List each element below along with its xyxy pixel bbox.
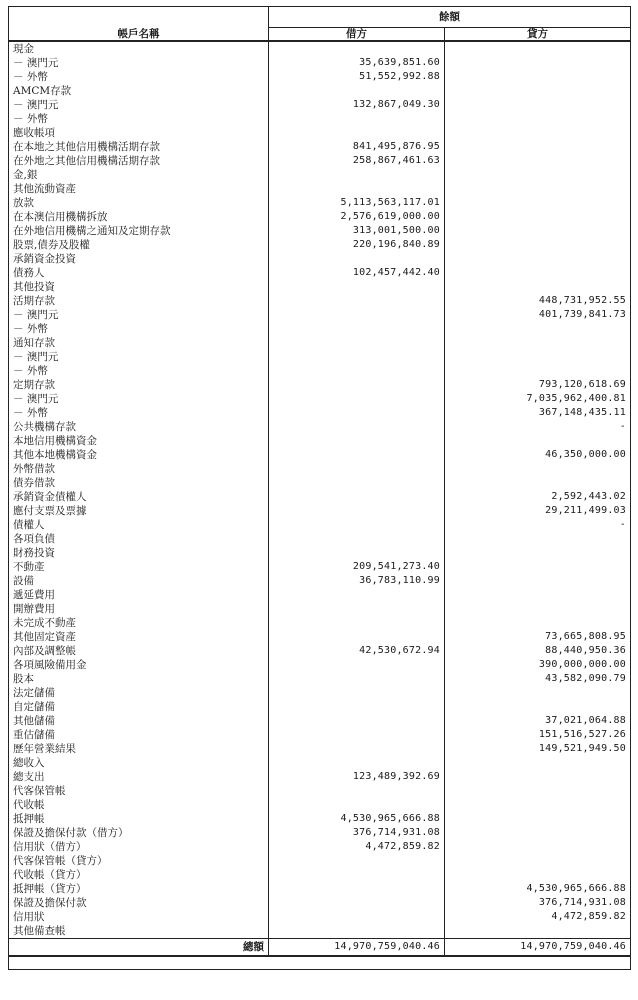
account-name-cell: 在外地之其他信用機構活期存款	[13, 155, 160, 167]
credit-cell	[445, 350, 631, 364]
account-name-cell: 公共機構存款	[13, 421, 76, 433]
account-name-cell: 債權人	[13, 519, 45, 531]
table-row	[9, 644, 631, 658]
credit-cell: 29,211,499.03	[445, 504, 631, 518]
credit-cell: 4,530,965,666.88	[445, 882, 631, 896]
credit-cell: -	[445, 420, 631, 434]
table-row	[9, 378, 631, 392]
credit-cell	[445, 840, 631, 854]
table-row	[9, 308, 631, 322]
debit-cell: 4,472,859.82	[269, 840, 445, 854]
credit-cell	[445, 770, 631, 784]
debit-cell	[269, 252, 445, 266]
debit-cell: 36,783,110.99	[269, 574, 445, 588]
account-name-cell: 其他備查帳	[13, 925, 66, 937]
table-row	[9, 784, 631, 798]
credit-cell	[445, 252, 631, 266]
account-name-cell: 遞延費用	[13, 589, 55, 601]
table-row	[9, 854, 631, 868]
debit-cell	[269, 602, 445, 616]
table-row	[9, 532, 631, 546]
credit-cell	[445, 784, 631, 798]
account-name-cell: 在本澳信用機構拆放	[13, 211, 108, 223]
footer-row	[9, 956, 631, 970]
credit-cell	[445, 574, 631, 588]
debit-cell	[269, 784, 445, 798]
debit-cell: 4,530,965,666.88	[269, 812, 445, 826]
table-row	[9, 84, 631, 98]
table-row	[9, 182, 631, 196]
account-name-cell: 其他投資	[13, 281, 55, 293]
credit-cell	[445, 924, 631, 939]
credit-cell	[445, 602, 631, 616]
debit-cell	[269, 308, 445, 322]
table-row	[9, 630, 631, 644]
debit-cell: 220,196,840.89	[269, 238, 445, 252]
total-credit: 14,970,759,040.46	[445, 939, 631, 957]
trial-balance-sheet	[8, 6, 630, 990]
account-name-cell: 股票,債券及股權	[13, 239, 90, 251]
credit-cell	[445, 364, 631, 378]
debit-cell	[269, 41, 445, 56]
table-row	[9, 798, 631, 812]
credit-cell	[445, 532, 631, 546]
account-name-cell: 現金	[13, 43, 34, 55]
debit-cell: 35,639,851.60	[269, 56, 445, 70]
table-row	[9, 714, 631, 728]
account-name-cell: 開辦費用	[13, 603, 55, 615]
table-row	[9, 56, 631, 70]
credit-cell	[445, 616, 631, 630]
account-name-cell: 代收帳（貸方）	[13, 869, 87, 881]
table-row	[9, 910, 631, 924]
credit-cell: 2,592,443.02	[445, 490, 631, 504]
credit-cell	[445, 812, 631, 826]
debit-cell: 5,113,563,117.01	[269, 196, 445, 210]
credit-cell	[445, 280, 631, 294]
credit-header: 貸方	[445, 28, 631, 42]
credit-cell: 43,582,090.79	[445, 672, 631, 686]
credit-cell	[445, 322, 631, 336]
account-name-cell: 債券借款	[13, 477, 55, 489]
debit-cell: 2,576,619,000.00	[269, 210, 445, 224]
credit-cell: 448,731,952.55	[445, 294, 631, 308]
credit-cell	[445, 798, 631, 812]
credit-cell	[445, 112, 631, 126]
debit-cell	[269, 462, 445, 476]
account-name-cell: 重估儲備	[13, 729, 55, 741]
debit-cell	[269, 336, 445, 350]
account-name-cell: 內部及調整帳	[13, 645, 76, 657]
debit-cell: 132,867,049.30	[269, 98, 445, 112]
account-name-cell: 財務投資	[13, 547, 55, 559]
account-name-cell: 放款	[13, 197, 34, 209]
credit-cell	[445, 140, 631, 154]
table-row	[9, 280, 631, 294]
account-name-cell: AMCM存款	[13, 85, 72, 97]
account-name-cell: 不動產	[13, 561, 45, 573]
credit-cell	[445, 70, 631, 84]
debit-cell	[269, 798, 445, 812]
account-name-cell: 抵押帳（貸方）	[13, 883, 87, 895]
header-row-columns	[9, 28, 631, 42]
debit-cell: 102,457,442.40	[269, 266, 445, 280]
debit-cell	[269, 350, 445, 364]
credit-cell: 151,516,527.26	[445, 728, 631, 742]
credit-cell	[445, 98, 631, 112]
table-row	[9, 490, 631, 504]
debit-cell	[269, 700, 445, 714]
table-row	[9, 840, 631, 854]
total-label: 總額	[9, 939, 269, 957]
account-name-cell: 其他本地機構資金	[13, 449, 97, 461]
table-row	[9, 140, 631, 154]
account-name-cell: 歷年營業結果	[13, 743, 76, 755]
debit-cell	[269, 532, 445, 546]
table-row	[9, 266, 631, 280]
account-name-cell: 在外地信用機構之通知及定期存款	[13, 225, 171, 237]
table-row	[9, 406, 631, 420]
table-row	[9, 672, 631, 686]
account-name-cell: 金,銀	[13, 169, 38, 181]
credit-cell: 4,472,859.82	[445, 910, 631, 924]
account-name-cell: 通知存款	[13, 337, 55, 349]
total-debit: 14,970,759,040.46	[269, 939, 445, 957]
debit-cell	[269, 476, 445, 490]
credit-cell: 46,350,000.00	[445, 448, 631, 462]
account-name-cell: 信用狀（借方）	[13, 841, 87, 853]
table-row	[9, 252, 631, 266]
table-row	[9, 98, 631, 112]
credit-cell	[445, 462, 631, 476]
debit-cell	[269, 924, 445, 939]
debit-cell: 51,552,992.88	[269, 70, 445, 84]
debit-cell	[269, 448, 445, 462]
account-name-cell: － 澳門元	[13, 393, 59, 405]
credit-cell	[445, 84, 631, 98]
account-name-cell: 應付支票及票據	[13, 505, 87, 517]
debit-cell	[269, 742, 445, 756]
debit-cell	[269, 364, 445, 378]
account-name-cell: 總支出	[13, 771, 45, 783]
debit-cell	[269, 546, 445, 560]
credit-cell	[445, 560, 631, 574]
table-row	[9, 728, 631, 742]
table-row	[9, 322, 631, 336]
credit-cell	[445, 266, 631, 280]
credit-cell: 88,440,950.36	[445, 644, 631, 658]
table-row	[9, 574, 631, 588]
balance-header: 餘額	[269, 7, 631, 28]
account-name-cell: 定期存款	[13, 379, 55, 391]
credit-cell: 73,665,808.95	[445, 630, 631, 644]
table-row	[9, 476, 631, 490]
account-name-cell: 信用狀	[13, 911, 45, 923]
total-row	[9, 939, 631, 957]
account-name-cell: － 澳門元	[13, 99, 59, 111]
credit-cell	[445, 546, 631, 560]
debit-cell	[269, 294, 445, 308]
credit-cell	[445, 686, 631, 700]
credit-cell	[445, 196, 631, 210]
account-name-cell: 承銷資金投資	[13, 253, 76, 265]
credit-cell	[445, 756, 631, 770]
credit-cell	[445, 826, 631, 840]
debit-cell	[269, 378, 445, 392]
debit-cell	[269, 112, 445, 126]
table-row	[9, 504, 631, 518]
table-row	[9, 448, 631, 462]
account-name-cell: 自定儲備	[13, 701, 55, 713]
debit-cell	[269, 882, 445, 896]
table-row	[9, 602, 631, 616]
table-row	[9, 700, 631, 714]
account-name-cell: 承銷資金債權人	[13, 491, 87, 503]
account-name-cell: 保證及擔保付款（借方）	[13, 827, 129, 839]
credit-cell	[445, 588, 631, 602]
account-name-cell: 各項風險備用金	[13, 659, 87, 671]
debit-cell	[269, 126, 445, 140]
credit-cell	[445, 854, 631, 868]
credit-cell	[445, 41, 631, 56]
table-row	[9, 588, 631, 602]
table-row	[9, 434, 631, 448]
credit-cell	[445, 476, 631, 490]
credit-cell	[445, 700, 631, 714]
account-name-cell: 應收帳項	[13, 127, 55, 139]
account-rows	[9, 41, 631, 939]
credit-cell: 367,148,435.11	[445, 406, 631, 420]
debit-cell	[269, 434, 445, 448]
debit-cell: 42,530,672.94	[269, 644, 445, 658]
debit-cell	[269, 896, 445, 910]
credit-cell	[445, 336, 631, 350]
table-row	[9, 462, 631, 476]
account-name-header: 帳戶名稱	[117, 27, 160, 40]
header-row-top	[9, 7, 631, 28]
table-row	[9, 924, 631, 939]
account-name-cell: 活期存款	[13, 295, 55, 307]
credit-cell	[445, 238, 631, 252]
debit-cell	[269, 280, 445, 294]
debit-cell	[269, 420, 445, 434]
account-name-cell: 保證及擔保付款	[13, 897, 87, 909]
debit-cell	[269, 686, 445, 700]
debit-cell	[269, 910, 445, 924]
debit-cell: 376,714,931.08	[269, 826, 445, 840]
credit-cell: 149,521,949.50	[445, 742, 631, 756]
table-row	[9, 826, 631, 840]
table-row	[9, 238, 631, 252]
debit-cell	[269, 658, 445, 672]
account-name-cell: 設備	[13, 575, 34, 587]
table-row	[9, 896, 631, 910]
account-name-cell: 在本地之其他信用機構活期存款	[13, 141, 160, 153]
debit-cell	[269, 504, 445, 518]
debit-cell	[269, 616, 445, 630]
account-name-cell: 債務人	[13, 267, 45, 279]
table-row	[9, 196, 631, 210]
credit-cell	[445, 56, 631, 70]
credit-cell	[445, 182, 631, 196]
debit-cell	[269, 182, 445, 196]
table-row	[9, 658, 631, 672]
account-name-cell: － 澳門元	[13, 57, 59, 69]
debit-cell	[269, 588, 445, 602]
account-name-cell: － 外幣	[13, 113, 48, 125]
account-name-cell: － 外幣	[13, 365, 48, 377]
table-row	[9, 350, 631, 364]
debit-cell	[269, 728, 445, 742]
account-name-cell: 代客保管帳	[13, 785, 66, 797]
table-row	[9, 294, 631, 308]
table-row	[9, 812, 631, 826]
credit-cell	[445, 868, 631, 882]
account-name-cell: － 澳門元	[13, 309, 59, 321]
account-name-cell: － 外幣	[13, 407, 48, 419]
account-name-cell: － 外幣	[13, 323, 48, 335]
table-row	[9, 518, 631, 532]
table-row	[9, 742, 631, 756]
debit-cell: 123,489,392.69	[269, 770, 445, 784]
credit-cell	[445, 126, 631, 140]
credit-cell: 37,021,064.88	[445, 714, 631, 728]
account-name-cell: 外幣借款	[13, 463, 55, 475]
debit-cell	[269, 490, 445, 504]
credit-cell: -	[445, 518, 631, 532]
credit-cell: 401,739,841.73	[445, 308, 631, 322]
table-row	[9, 126, 631, 140]
table-row	[9, 224, 631, 238]
table-row	[9, 154, 631, 168]
credit-cell	[445, 168, 631, 182]
table-row	[9, 546, 631, 560]
table-row	[9, 70, 631, 84]
credit-cell	[445, 154, 631, 168]
account-name-cell: 代客保管帳（貸方）	[13, 855, 108, 867]
credit-cell	[445, 210, 631, 224]
debit-cell	[269, 518, 445, 532]
account-name-cell: 其他固定資產	[13, 631, 76, 643]
debit-cell	[269, 756, 445, 770]
credit-cell: 793,120,618.69	[445, 378, 631, 392]
debit-cell	[269, 392, 445, 406]
debit-cell	[269, 868, 445, 882]
debit-header: 借方	[269, 28, 445, 42]
account-name-cell: 總收入	[13, 757, 45, 769]
table-row	[9, 868, 631, 882]
credit-cell	[445, 434, 631, 448]
table-row	[9, 420, 631, 434]
debit-cell	[269, 672, 445, 686]
debit-cell: 841,495,876.95	[269, 140, 445, 154]
table-row	[9, 882, 631, 896]
credit-cell: 390,000,000.00	[445, 658, 631, 672]
debit-cell	[269, 84, 445, 98]
debit-cell	[269, 168, 445, 182]
table-row	[9, 686, 631, 700]
debit-cell: 209,541,273.40	[269, 560, 445, 574]
debit-cell	[269, 854, 445, 868]
account-name-cell: 未完成不動產	[13, 617, 76, 629]
table-row	[9, 770, 631, 784]
debit-cell: 258,867,461.63	[269, 154, 445, 168]
table-row	[9, 364, 631, 378]
credit-cell: 7,035,962,400.81	[445, 392, 631, 406]
table-row	[9, 168, 631, 182]
account-name-cell: 抵押帳	[13, 813, 45, 825]
table-row	[9, 41, 631, 56]
table-row	[9, 616, 631, 630]
table-row	[9, 756, 631, 770]
debit-cell	[269, 630, 445, 644]
debit-cell	[269, 322, 445, 336]
account-name-cell: 各項負債	[13, 533, 55, 545]
account-name-cell: 其他流動資產	[13, 183, 76, 195]
debit-cell	[269, 714, 445, 728]
account-name-cell: 法定儲備	[13, 687, 55, 699]
account-name-cell: － 澳門元	[13, 351, 59, 363]
account-name-cell: 本地信用機構資金	[13, 435, 97, 447]
account-name-cell: 代收帳	[13, 799, 45, 811]
credit-cell	[445, 224, 631, 238]
debit-cell	[269, 406, 445, 420]
account-name-cell: 其他儲備	[13, 715, 55, 727]
table-row	[9, 560, 631, 574]
credit-cell: 376,714,931.08	[445, 896, 631, 910]
table-row	[9, 392, 631, 406]
account-name-cell: － 外幣	[13, 71, 48, 83]
account-name-cell: 股本	[13, 673, 34, 685]
table-row	[9, 210, 631, 224]
table-row	[9, 336, 631, 350]
debit-cell: 313,001,500.00	[269, 224, 445, 238]
table-row	[9, 112, 631, 126]
trial-balance-table	[8, 6, 631, 970]
